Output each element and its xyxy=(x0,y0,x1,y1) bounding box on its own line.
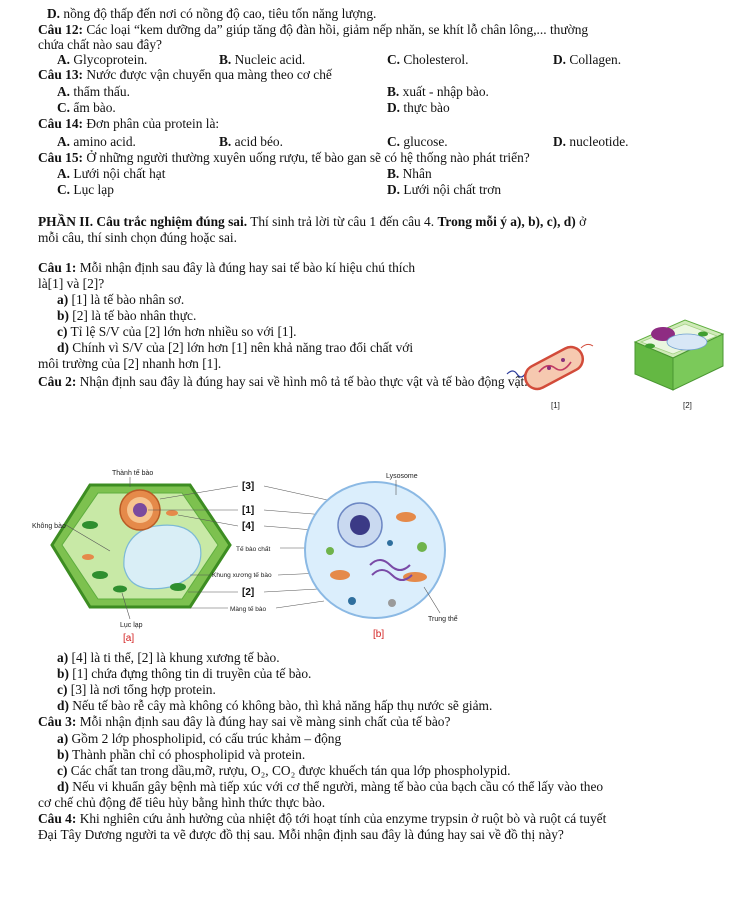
q12-option-c: C. Cholesterol. xyxy=(387,52,469,67)
question-12: Câu 12: Các loại “kem dưỡng da” giúp tăng độ đàn hồi, giảm nếp nhăn, se khít lỗ chân lông,... thường xyxy=(38,22,589,37)
marker-1: [1] xyxy=(242,505,255,516)
question-14: Câu 14: Đơn phân của protein là: xyxy=(38,116,220,131)
p2q1-item-b: b) [2] là tế bào nhân thực. xyxy=(57,308,197,323)
tag-b: [b] xyxy=(373,629,385,640)
p2q3-item-d-cont: cơ chế chủ động để tiêu hủy bằng hình thức thực bào. xyxy=(38,795,326,810)
label-te-bao-chat: Tế bào chất xyxy=(236,546,271,553)
plant-cell-diagram xyxy=(52,485,230,607)
label-mang-te-bao: Màng tế bào xyxy=(230,606,267,613)
plant-animal-cell-figure xyxy=(30,465,460,645)
p2q1-item-a: a) [1] là tế bào nhân sơ. xyxy=(57,292,185,307)
marker-3: [3] xyxy=(242,481,255,492)
q15-option-d: D. Lưới nội chất trơn xyxy=(387,182,502,197)
q13-option-a: A. thẩm thấu. xyxy=(57,84,130,99)
q15-option-b: B. Nhân xyxy=(387,166,432,181)
p2-question-3: Câu 3: Mỗi nhận định sau đây là đúng hay sai về màng sinh chất của tế bào? xyxy=(38,714,451,729)
p2-question-1: Câu 1: Mỗi nhận định sau đây là đúng hay sai tế bào kí hiệu chú thích xyxy=(38,260,416,275)
part2-heading: PHẦN II. Câu trắc nghiệm đúng sai. Thí sinh trả lời từ câu 1 đến câu 4. Trong mỗi ý a), b), c), d) ở xyxy=(38,214,587,229)
q13-option-b: B. xuất - nhập bào. xyxy=(387,84,489,99)
cell-comparison-figure xyxy=(505,312,725,412)
q13-option-d: D. thực bào xyxy=(387,100,450,115)
p2q1-item-d-cont: môi trường của [2] nhanh hơn [1]. xyxy=(38,356,222,371)
p2-question-1-cont: là[1] và [2]? xyxy=(38,276,105,291)
p2q2-item-c: c) [3] là nơi tổng hợp protein. xyxy=(57,682,216,697)
q11-option-d: D. nồng độ thấp đến nơi có nồng độ cao, tiêu tốn năng lượng. xyxy=(47,6,377,21)
p2-question-2: Câu 2: Nhận định sau đây là đúng hay sai về hình mô tả tế bào thực vật và tế bào động vật. xyxy=(38,374,528,389)
q13-option-c: C. ẩm bào. xyxy=(57,100,116,115)
p2q2-item-b: b) [1] chứa đựng thông tin di truyền của tế bào. xyxy=(57,666,312,681)
p2q2-item-d: d) Nếu tế bào rễ cây mà không có không bào, thì khả năng hấp thụ nước sẽ giảm. xyxy=(57,698,493,713)
marker-4: [4] xyxy=(242,521,255,532)
label-trung-the: Trung thể xyxy=(428,616,458,623)
p2-question-4-cont: Đại Tây Dương người ta vẽ được đồ thị sau. Mỗi nhận định sau đây là đúng hay sai về đồ thị này? xyxy=(38,827,564,842)
label-thanh-te-bao: Thành tế bào xyxy=(112,470,154,477)
p2q2-item-a: a) [4] là ti thể, [2] là khung xương tế bào. xyxy=(57,650,280,665)
fig-label-2: [2] xyxy=(683,401,692,410)
part2-heading-cont: mỗi câu, thí sinh chọn đúng hoặc sai. xyxy=(38,230,237,245)
fig-label-1: [1] xyxy=(551,401,560,410)
q12-option-b: B. Nucleic acid. xyxy=(219,52,306,67)
p2q3-item-b: b) Thành phần chỉ có phospholipid và protein. xyxy=(57,747,306,762)
animal-cell-diagram xyxy=(305,482,445,618)
q15-option-a: A. Lưới nội chất hạt xyxy=(57,166,166,181)
q14-option-d: D. nucleotide. xyxy=(553,134,629,149)
label-lysosome: Lysosome xyxy=(386,473,418,480)
q12-option-d: D. Collagen. xyxy=(553,52,622,67)
label-khung-xuong: Khung xương tế bào xyxy=(212,572,272,579)
p2q1-item-c: c) Tỉ lệ S/V của [2] lớn hơn nhiều so với [1]. xyxy=(57,324,297,339)
q14-option-a: A. amino acid. xyxy=(57,134,136,149)
marker-2: [2] xyxy=(242,587,255,598)
plant-cell-illustration xyxy=(635,320,723,390)
q15-option-c: C. Lục lạp xyxy=(57,182,114,197)
question-15: Câu 15: Ở những người thường xuyên uống rượu, tế bào gan sẽ có hệ thống nào phát triển? xyxy=(38,150,530,165)
p2q3-item-c: c) Các chất tan trong dầu,mỡ, rượu, O₂, CO₂ được khuếch tán qua lớp phospholypid. xyxy=(57,763,511,778)
p2q3-item-d: d) Nếu vi khuẩn gây bệnh mà tiếp xúc với cơ thể người, màng tế bào của bạch cầu có thể lấy vào theo xyxy=(57,779,604,794)
p2q1-item-d: d) Chính vì S/V của [2] lớn hơn [1] nên khả năng trao đổi chất với xyxy=(57,340,414,355)
q14-option-c: C. glucose. xyxy=(387,134,448,149)
question-12-cont: chứa chất nào sau đây? xyxy=(38,37,162,52)
q12-option-a: A. Glycoprotein. xyxy=(57,52,148,67)
p2q3-item-a: a) Gồm 2 lớp phospholipid, có cấu trúc khảm – động xyxy=(57,731,342,746)
question-13: Câu 13: Nước được vận chuyển qua màng theo cơ chế xyxy=(38,67,332,82)
label-luc-lap: Lục lạp xyxy=(120,622,143,629)
p2-question-4: Câu 4: Khi nghiên cứu ảnh hưởng của nhiệt độ tới hoạt tính của enzyme trypsin ở ruột bò và ruột cá tuyết xyxy=(38,811,607,826)
label-khong-bao: Không bào xyxy=(32,523,66,530)
q14-option-b: B. acid béo. xyxy=(219,134,283,149)
tag-a: [a] xyxy=(123,633,135,644)
